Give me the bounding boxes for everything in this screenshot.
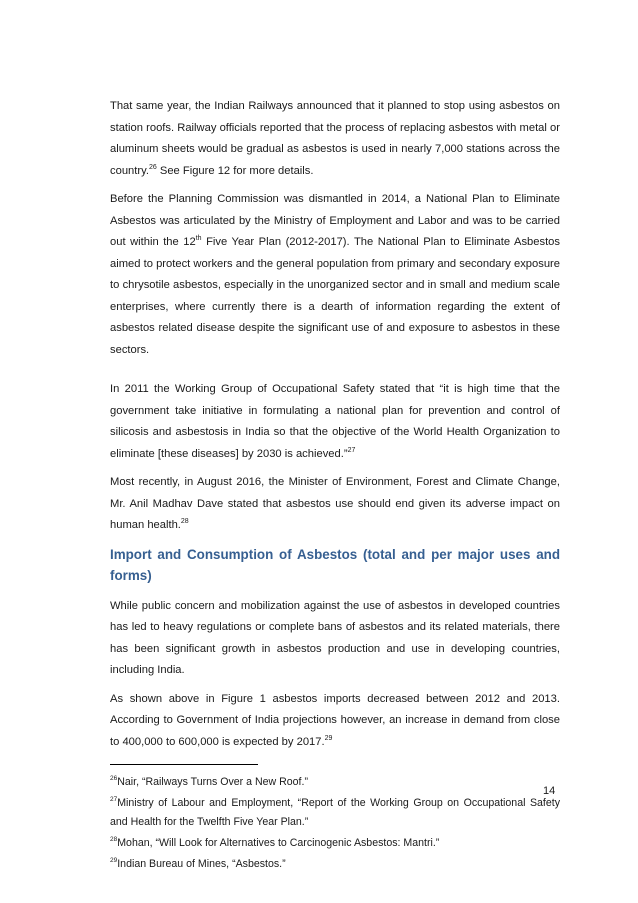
page-body	[110, 96, 560, 876]
section-heading: Import and Consumption of Asbestos (total and per major uses and forms)	[110, 546, 560, 583]
footnote-26: $^{26}$Nair, “Railways Turns Over a New Roof.”	[110, 775, 308, 788]
paragraph-national-plan: Before the Planning Commission was dismantled in 2014, a National Plan to Eliminate Asbestos was articulated by the Ministry of Employment and Labor and was to be carried out within the 12th Five Year Plan (2012-2017). The National Plan to Eliminate Asbestos aimed to protect workers and the general population from primary and secondary exposure to chrysotile asbestos, especially in the unorganized sector and in small and medium scale enterprises, where currently there is a dearth of information regarding the extent of asbestos related disease despite the significant use of and exposure to asbestos in these sectors.	[110, 193, 560, 356]
ordinal-superscript: th	[195, 235, 202, 242]
paragraph-railways: That same year, the Indian Railways announced that it planned to stop using asbestos on station roofs. Railway officials reported that the process of replacing asbestos with metal or aluminum sheets would be gradual as asbestos is used in nearly 7,000 stations across the country.$^{26}$ See Figure 12 for more details.	[110, 100, 560, 177]
page-number: 14	[543, 785, 556, 797]
paragraph-public-concern: While public concern and mobilization against the use of asbestos in developed countries has led to heavy regulations or complete bans of asbestos and its related materials, there has been significant growth in asbestos production and use in developing countries, including India.	[110, 599, 560, 676]
paragraph-working-group: In 2011 the Working Group of Occupational Safety stated that “it is high time that the government take initiative in formulating a national plan for prevention and control of silicosis and asbestosis in India so that the objective of the World Health Organization to eliminate [these diseases] by 2030 is achieved.”$^{27}$	[110, 383, 560, 460]
paragraph-minister: Most recently, in August 2016, the Minister of Environment, Forest and Climate Change, Mr. Anil Madhav Dave stated that asbestos use should end given its adverse impact on human health.$^{28}$	[110, 476, 560, 531]
footnote-29: $^{29}$Indian Bureau of Mines, “Asbestos.”	[110, 857, 286, 870]
footnote-ref-27[interactable]: 27	[347, 446, 356, 454]
footnote-27: $^{27}$Ministry of Labour and Employment, “Report of the Working Group on Occupational Safety and Health for the Twelfth Five Year Plan.”	[110, 796, 560, 828]
footnote-divider	[110, 764, 258, 765]
footnote-ref-26[interactable]: 26	[148, 163, 157, 171]
footnote-ref-29[interactable]: 29	[324, 734, 333, 742]
paragraph-imports: As shown above in Figure 1 asbestos imports decreased between 2012 and 2013. According to Government of India projections however, an increase in demand from close to 400,000 to 600,000 is expected by 2017.29	[110, 692, 560, 748]
footnote-28: $^{28}$Mohan, “Will Look for Alternatives to Carcinogenic Asbestos: Mantri.”	[110, 836, 440, 849]
footnote-ref-28[interactable]: 28	[180, 518, 189, 525]
